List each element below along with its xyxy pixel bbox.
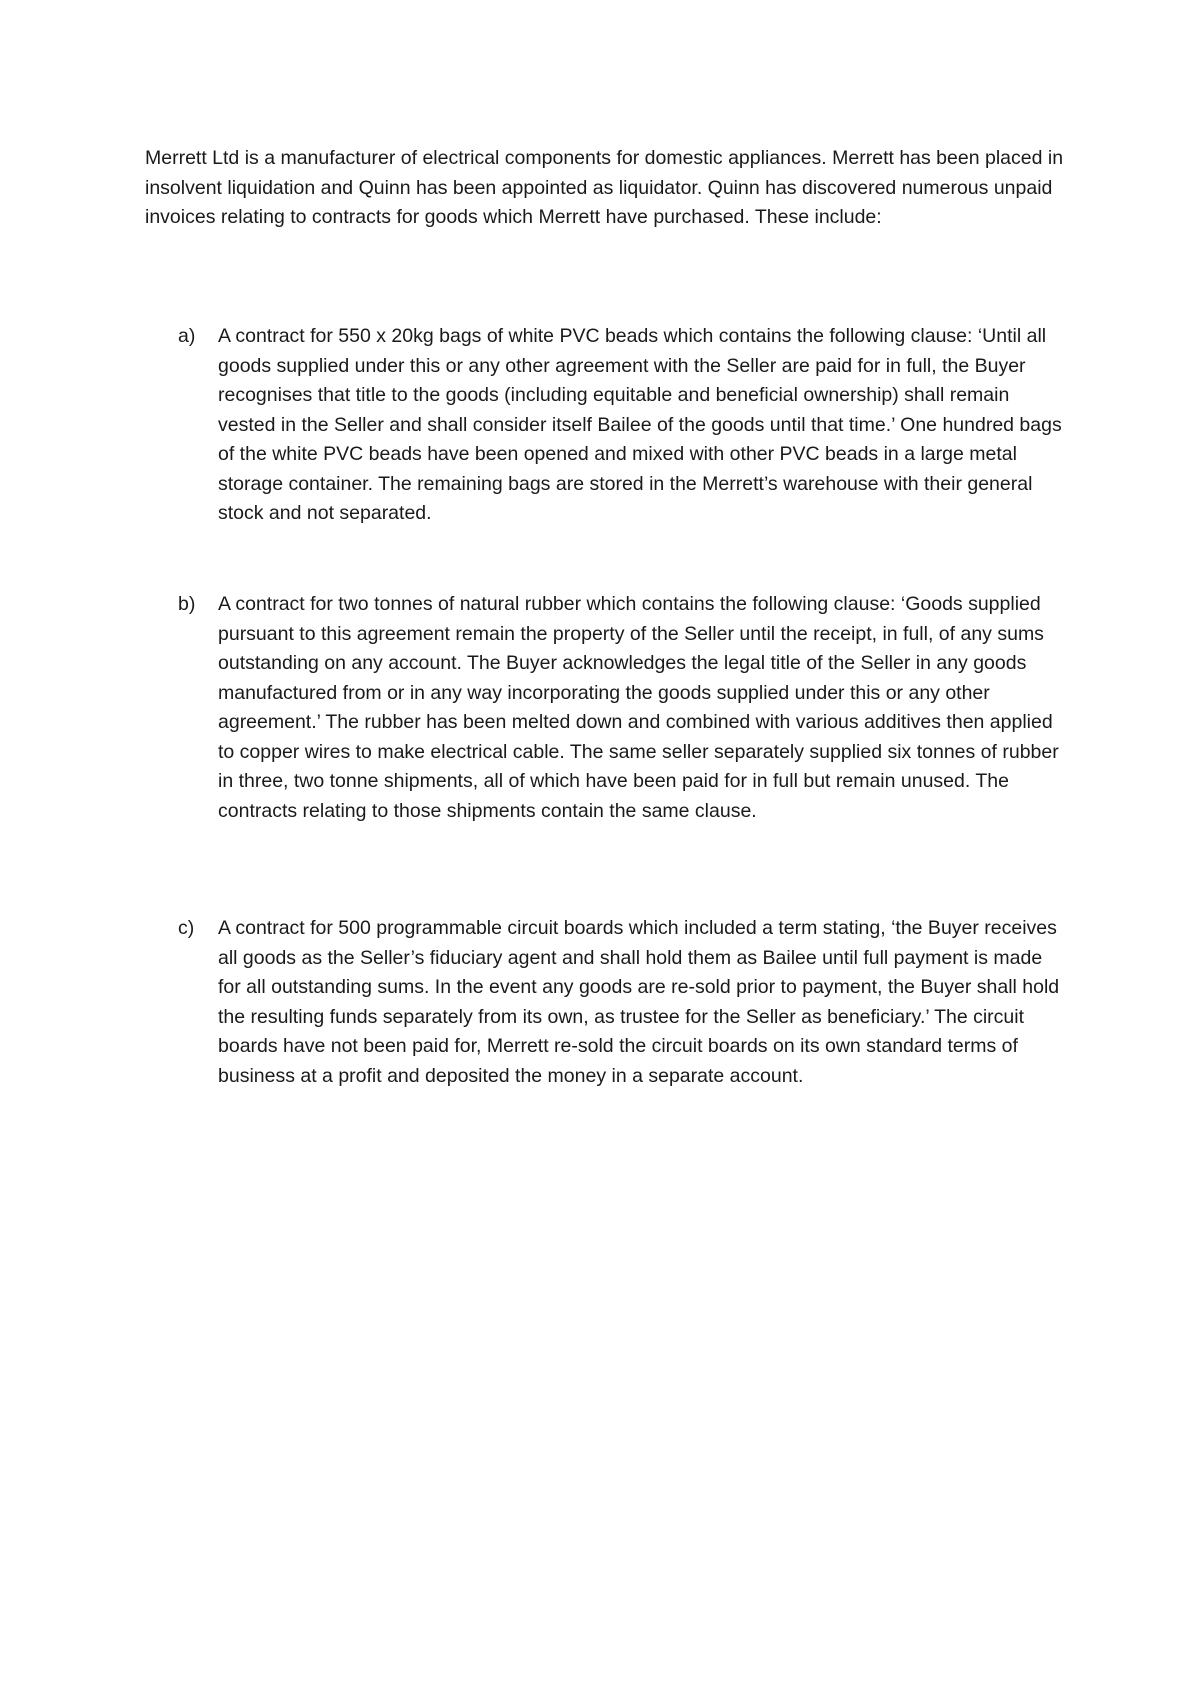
intro-paragraph: Merrett Ltd is a manufacturer of electrical components for domestic appliances. Merrett has been placed in insolvent liquidation and Quinn has been appointed as liquidator. Quinn has discovered numerous unpaid invoices relating to contracts for goods which Merrett have purchased. These include: [145,147,1064,228]
list-item-label: c) [178,917,195,939]
list-item-text: A contract for 500 programmable circuit boards which included a term stating, ‘the Buyer receives all goods as the Seller’s fiduciary agent and shall hold them as Bailee until full payment is made for all outstanding sums. In the event any goods are re-sold prior to payment, the Buyer shall hold the resulting funds separately from its own, as trustee for the Seller as beneficiary.’ The circuit boards have not been paid for, Merrett re-sold the circuit boards on its own standard terms of business at a profit and deposited the money in a separate account. [218,917,1060,1087]
list-item-label: a) [178,325,196,347]
list-item-label: b) [178,593,196,615]
list-item-text: A contract for two tonnes of natural rubber which contains the following clause: ‘Goods supplied pursuant to this agreement remain the property of the Seller until the receipt, in full, of any sums outstanding on any account. The Buyer acknowledges the legal title of the Seller in any goods manufactured from or in any way incorporating the goods supplied under this or any other agreement.’ The rubber has been melted down and combined with various additives then applied to copper wires to make electrical cable. The same seller separately supplied six tonnes of rubber in three, two tonne shipments, all of which have been paid for in full but remain unused. The contracts relating to those shipments contain the same clause. [218,593,1059,822]
list-item-text: A contract for 550 x 20kg bags of white PVC beads which contains the following clause: ‘Until all goods supplied under this or any other agreement with the Seller are paid for in full, the Buyer recognises that title to the goods (including equitable and beneficial ownership) shall remain vested in the Seller and shall consider itself Bailee of the goods until that time.’ One hundred bags of the white PVC beads have been opened and mixed with other PVC beads in a large metal storage container. The remaining bags are stored in the Merrett’s warehouse with their general stock and not separated. [218,325,1062,524]
